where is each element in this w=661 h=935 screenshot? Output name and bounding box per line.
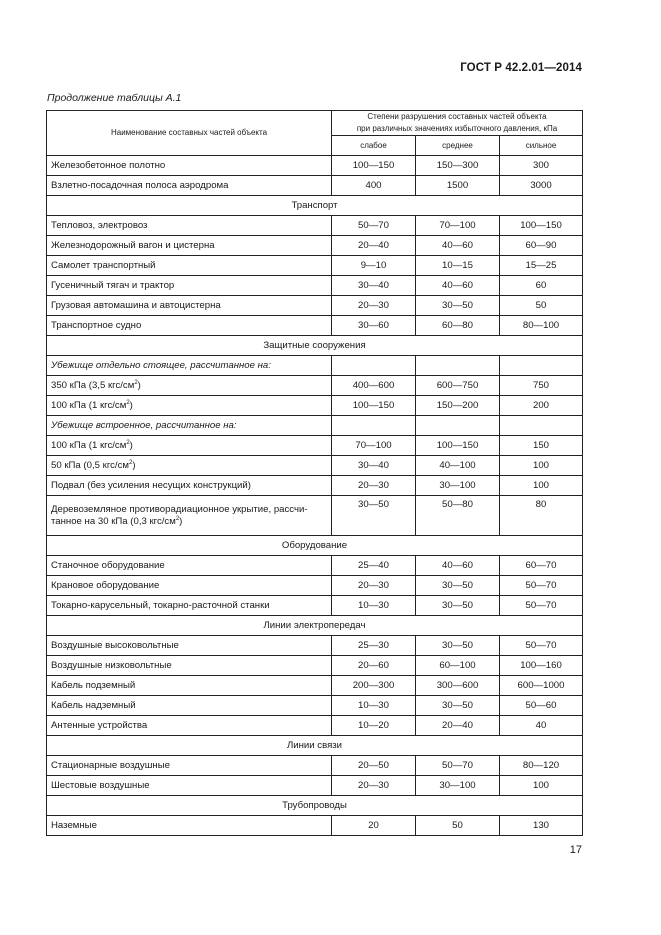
row-subheading: Убежище отдельно стоящее, рассчитанное на: — [47, 356, 332, 376]
header-group-line1: Степени разрушения составных частей объекта — [367, 112, 547, 121]
table-header-row — [47, 111, 583, 136]
section-row — [47, 616, 583, 636]
table-row — [47, 776, 583, 796]
row-name: Шестовые воздушные — [47, 776, 332, 796]
page-number: 17 — [569, 844, 582, 856]
section-row — [47, 736, 583, 756]
row-strong: 40 — [500, 716, 583, 736]
section-row — [47, 536, 583, 556]
table-row — [47, 156, 583, 176]
row-name: Наземные — [47, 816, 332, 836]
section-power-lines: Линии электропередач — [47, 616, 583, 636]
row-weak: 20—30 — [332, 576, 416, 596]
row-medium: 40—60 — [416, 276, 500, 296]
section-communication: Линии связи — [47, 736, 583, 756]
row-name: Грузовая автомашина и автоцистерна — [47, 296, 332, 316]
row-medium: 40—100 — [416, 456, 500, 476]
row-weak: 100—150 — [332, 396, 416, 416]
table-row — [47, 436, 583, 456]
row-weak: 30—50 — [332, 496, 416, 536]
row-strong: 100 — [500, 476, 583, 496]
row-name: Подвал (без усиления несущих конструкций) — [47, 476, 332, 496]
table-row — [47, 596, 583, 616]
row-weak: 30—40 — [332, 456, 416, 476]
row-weak: 10—20 — [332, 716, 416, 736]
row-weak: 70—100 — [332, 436, 416, 456]
row-weak: 20—60 — [332, 656, 416, 676]
row-medium: 70—100 — [416, 216, 500, 236]
row-strong: 130 — [500, 816, 583, 836]
table-row — [47, 296, 583, 316]
section-protective: Защитные сооружения — [47, 336, 583, 356]
row-weak: 50—70 — [332, 216, 416, 236]
row-medium: 60—100 — [416, 656, 500, 676]
row-strong: 100 — [500, 456, 583, 476]
row-strong: 100—150 — [500, 216, 583, 236]
table-row — [47, 396, 583, 416]
row-name: Станочное оборудование — [47, 556, 332, 576]
row-medium: 30—50 — [416, 296, 500, 316]
row-medium: 1500 — [416, 176, 500, 196]
row-name: 100 кПа (1 кгс/$см^2$) — [47, 436, 332, 456]
row-name: Воздушные высоковольтные — [47, 636, 332, 656]
row-medium: 30—50 — [416, 576, 500, 596]
row-weak: 400 — [332, 176, 416, 196]
row-name: 50 кПа (0,5 кгс/$см^2$) — [47, 456, 332, 476]
section-row — [47, 796, 583, 816]
row-weak: 20—40 — [332, 236, 416, 256]
row-medium: 30—50 — [416, 596, 500, 616]
row-name: Транспортное судно — [47, 316, 332, 336]
row-medium: 30—50 — [416, 696, 500, 716]
row-weak: 25—40 — [332, 556, 416, 576]
row-strong: 750 — [500, 376, 583, 396]
row-strong: 100 — [500, 776, 583, 796]
row-medium: 60—80 — [416, 316, 500, 336]
row-weak: 200—300 — [332, 676, 416, 696]
row-strong: 50—70 — [500, 596, 583, 616]
row-strong: 80—120 — [500, 756, 583, 776]
table-row — [47, 716, 583, 736]
row-strong: 50—70 — [500, 576, 583, 596]
table-row — [47, 696, 583, 716]
row-medium: 30—100 — [416, 776, 500, 796]
row-medium: 100—150 — [416, 436, 500, 456]
row-strong: 15—25 — [500, 256, 583, 276]
row-weak: 10—30 — [332, 696, 416, 716]
table-row — [47, 816, 583, 836]
section-row — [47, 196, 583, 216]
table-row — [47, 496, 583, 536]
row-strong: 60—90 — [500, 236, 583, 256]
table-row — [47, 656, 583, 676]
table-row — [47, 376, 583, 396]
row-name: Тепловоз, электровоз — [47, 216, 332, 236]
row-name: 100 кПа (1 кгс/$см^2$) — [47, 396, 332, 416]
row-weak: 30—60 — [332, 316, 416, 336]
row-weak: 20—30 — [332, 476, 416, 496]
row-subheading: Убежище встроенное, рассчитанное на: — [47, 416, 332, 436]
row-medium: 50—80 — [416, 496, 500, 536]
row-medium: 150—300 — [416, 156, 500, 176]
row-weak: 20—30 — [332, 776, 416, 796]
section-pipelines: Трубопроводы — [47, 796, 583, 816]
row-name: Деревоземляное противорадиационное укрытие, рассчи- танное на 30 кПа (0,3 кгс/$см^2$) — [47, 496, 332, 536]
row-strong: 50 — [500, 296, 583, 316]
row-strong: 60—70 — [500, 556, 583, 576]
row-medium: 40—60 — [416, 556, 500, 576]
table-row — [47, 756, 583, 776]
row-strong: 150 — [500, 436, 583, 456]
row-name: Токарно-карусельный, токарно-расточной станки — [47, 596, 332, 616]
table-row — [47, 216, 583, 236]
header-name: Наименование составных частей объекта — [47, 111, 332, 156]
table-row — [47, 276, 583, 296]
row-weak: 25—30 — [332, 636, 416, 656]
row-weak: 20—30 — [332, 296, 416, 316]
row-name: Железнодорожный вагон и цистерна — [47, 236, 332, 256]
row-weak: 9—10 — [332, 256, 416, 276]
table-row — [47, 416, 583, 436]
row-strong: 300 — [500, 156, 583, 176]
row-medium: 50 — [416, 816, 500, 836]
section-equipment: Оборудование — [47, 536, 583, 556]
table-caption: Продолжение таблицы А.1 — [47, 92, 182, 104]
section-row — [47, 336, 583, 356]
row-strong: 60 — [500, 276, 583, 296]
row-name: Гусеничный тягач и трактор — [47, 276, 332, 296]
header-group-line2: при различных значениях избыточного давления, кПа — [356, 124, 558, 133]
row-name: Воздушные низковольтные — [47, 656, 332, 676]
row-medium: 300—600 — [416, 676, 500, 696]
standard-code: ГОСТ Р 42.2.01—2014 — [460, 62, 582, 74]
row-name: Железобетонное полотно — [47, 156, 332, 176]
table-row — [47, 316, 583, 336]
table-row — [47, 236, 583, 256]
row-medium: 40—60 — [416, 236, 500, 256]
row-name: Кабель надземный — [47, 696, 332, 716]
row-medium: 30—50 — [416, 636, 500, 656]
row-weak: 100—150 — [332, 156, 416, 176]
row-name: Антенные устройства — [47, 716, 332, 736]
row-weak: 400—600 — [332, 376, 416, 396]
row-strong: 3000 — [500, 176, 583, 196]
row-medium: 30—100 — [416, 476, 500, 496]
table-row — [47, 456, 583, 476]
row-name: Крановое оборудование — [47, 576, 332, 596]
row-strong: 200 — [500, 396, 583, 416]
table-row — [47, 556, 583, 576]
row-name: Кабель подземный — [47, 676, 332, 696]
table-row — [47, 476, 583, 496]
row-medium: 20—40 — [416, 716, 500, 736]
row-medium: 50—70 — [416, 756, 500, 776]
row-strong: 80 — [500, 496, 583, 536]
damage-table — [46, 110, 583, 836]
table-row — [47, 576, 583, 596]
header-group — [332, 111, 583, 136]
table-row — [47, 636, 583, 656]
row-strong: 80—100 — [500, 316, 583, 336]
row-strong: 100—160 — [500, 656, 583, 676]
row-name: Взлетно-посадочная полоса аэродрома — [47, 176, 332, 196]
table-row — [47, 356, 583, 376]
table-row — [47, 676, 583, 696]
row-name: 350 кПа (3,5 кгс/$см^2$) — [47, 376, 332, 396]
row-weak: 30—40 — [332, 276, 416, 296]
header-weak: слабое — [332, 136, 416, 156]
row-strong: 600—1000 — [500, 676, 583, 696]
row-medium: 600—750 — [416, 376, 500, 396]
section-transport: Транспорт — [47, 196, 583, 216]
header-strong: сильное — [500, 136, 583, 156]
row-weak: 20—50 — [332, 756, 416, 776]
row-weak: 20 — [332, 816, 416, 836]
header-medium: среднее — [416, 136, 500, 156]
row-medium: 10—15 — [416, 256, 500, 276]
row-name: Стационарные воздушные — [47, 756, 332, 776]
row-medium: 150—200 — [416, 396, 500, 416]
row-strong: 50—70 — [500, 636, 583, 656]
row-name: Самолет транспортный — [47, 256, 332, 276]
row-strong: 50—60 — [500, 696, 583, 716]
table-row — [47, 176, 583, 196]
table-row — [47, 256, 583, 276]
row-weak: 10—30 — [332, 596, 416, 616]
